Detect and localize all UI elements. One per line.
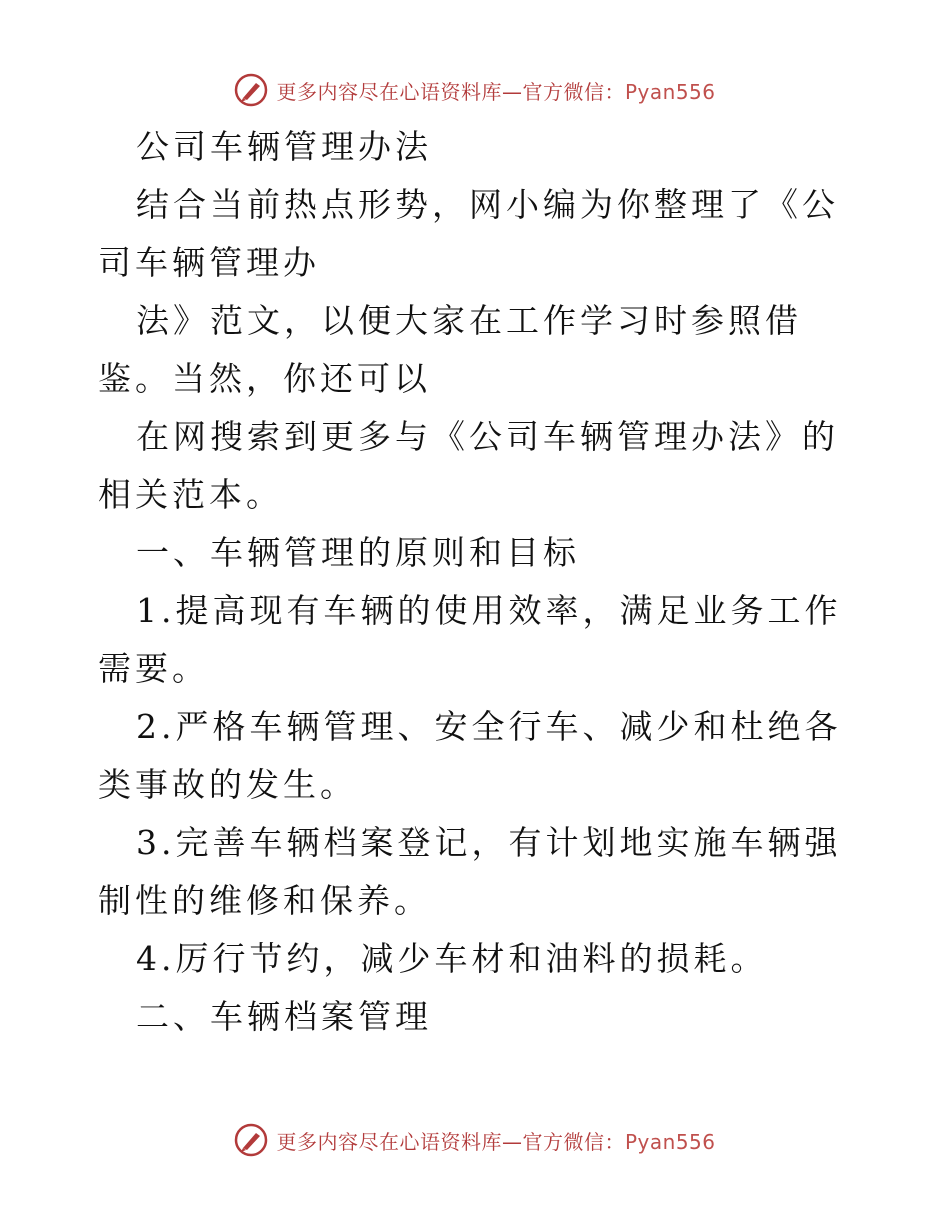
footer-watermark-id: Pyan556 [624, 1129, 716, 1154]
footer-watermark-text: 更多内容尽在心语资料库—官方微信： [276, 1129, 625, 1154]
section-heading: 二、车辆档案管理 [136, 997, 432, 1036]
document-body [98, 118, 858, 1046]
list-item: 2.严格车辆管理、安全行车、减少和杜绝各类事故的发生。 [98, 707, 842, 804]
doc-paragraph: 在网搜索到更多与《公司车辆管理办法》的相关范本。 [98, 417, 839, 514]
list-item: 4.厉行节约，减少车材和油料的损耗。 [136, 939, 768, 978]
list-item: 3.完善车辆档案登记，有计划地实施车辆强制性的维修和保养。 [98, 823, 842, 920]
section-heading: 一、车辆管理的原则和目标 [136, 533, 580, 572]
list-item: 1.提高现有车辆的使用效率，满足业务工作需要。 [98, 591, 842, 688]
footer-watermark [0, 1120, 950, 1160]
doc-paragraph: 结合当前热点形势，网小编为你整理了《公司车辆管理办 [98, 185, 839, 282]
header-watermark-id: Pyan556 [624, 79, 716, 104]
quill-logo-icon [234, 1123, 268, 1157]
header-watermark-text: 更多内容尽在心语资料库—官方微信： [276, 79, 625, 104]
header-watermark [0, 70, 950, 110]
doc-paragraph: 法》范文，以便大家在工作学习时参照借鉴。当然，你还可以 [98, 301, 802, 398]
doc-title: 公司车辆管理办法 [136, 127, 432, 166]
quill-logo-icon [234, 73, 268, 107]
